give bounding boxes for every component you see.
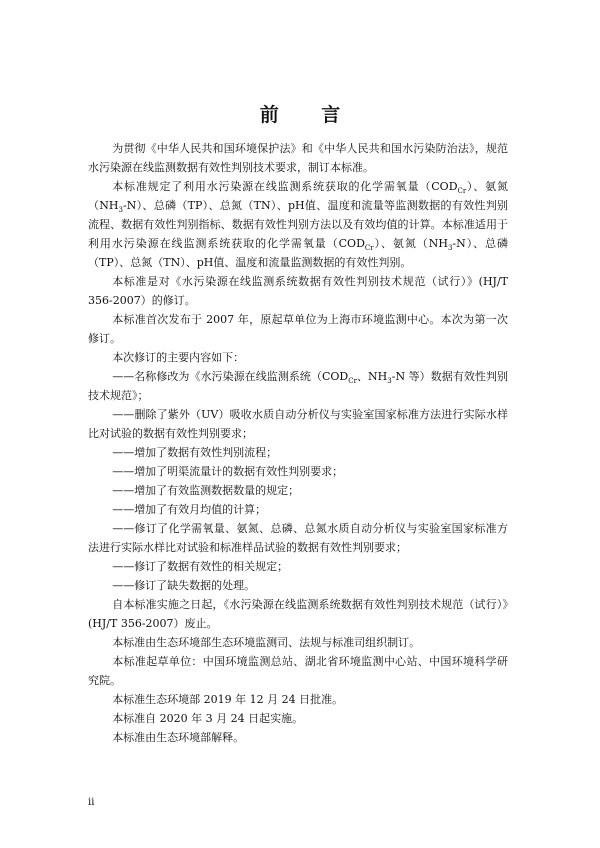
paragraph-changes-intro: 本次修订的主要内容如下： [112, 351, 245, 364]
text-fragment: -N）、总磷（TP）、总氮（TN）、pH值、温度和流量监测数据的有效性判别。 [88, 237, 509, 269]
change-item-rename [88, 367, 508, 405]
paragraph-purpose: 为贯彻《中华人民共和国环境保护法》和《中华人民共和国水污染防治法》，规范水污染源在线监测数据有效性判别技术要求，制订本标准。 [88, 142, 508, 174]
subscript: Cr [348, 377, 357, 386]
change-item: ——增加了有效月均值的计算； [112, 503, 267, 516]
change-item: ——增加了数据有效性判别流程； [112, 446, 278, 459]
paragraph-revision: 本标准是对《水污染源在线监测系统数据有效性判别技术规范（试行）》(HJ/T 356-2007）的修订。 [88, 275, 508, 307]
paragraph-organizer: 本标准由生态环境部生态环境监测司、法规与标准司组织制订。 [112, 636, 421, 649]
subscript: Cr [364, 244, 374, 253]
text-fragment: -N）、总磷（TP）、总氮（TN）、pH值、温度和流量等监测数据的有效性判别流程、数据有效性判别指标、数据有效性判别方法以及有效均值的计算。本标准适用于利用水污染源在线监测系统获取的化学需氧量（COD [88, 199, 508, 250]
preface-body [88, 139, 508, 747]
subscript: 3 [447, 244, 453, 253]
subscript: 3 [118, 206, 123, 215]
paragraph-drafters: 本标准起草单位：中国环境监测总站、湖北省环境监测中心站、中国环境科学研究院。 [88, 655, 508, 687]
text-fragment: ——名称修改为《水污染源在线监测系统（COD [112, 370, 349, 383]
text-fragment: 、NH [356, 370, 388, 383]
text-fragment: ）、氨氮（NH [373, 237, 448, 250]
page-number: ii [88, 797, 95, 808]
change-item: ——增加了明渠流量计的数据有效性判别要求； [112, 465, 344, 478]
paragraph-effective-date: 本标准自 2020 年 3 月 24 日起实施。 [112, 712, 304, 725]
change-item: ——修订了缺失数据的处理。 [112, 579, 256, 592]
subscript: 3 [387, 377, 392, 386]
paragraph-repeal: 自本标准实施之日起，《水污染源在线监测系统数据有效性判别技术规范（试行）》(HJ/T 356-2007）废止。 [88, 598, 508, 630]
subscript: Cr [457, 187, 467, 196]
text-fragment: ）、氨氮（NH [88, 180, 508, 212]
change-item: ——修订了化学需氧量、氨氮、总磷、总氮水质自动分析仪与实验室国家标准方法进行实际水样比对试验和标准样品试验的数据有效性判别要求； [88, 522, 508, 554]
paragraph-interpretation: 本标准由生态环境部解释。 [112, 731, 245, 744]
page-title: 前 言 [259, 104, 359, 126]
change-item: ——增加了有效监测数据数量的规定； [112, 484, 300, 497]
text-fragment: 本标准规定了利用水污染源在线监测系统获取的化学需氧量（COD [112, 180, 458, 193]
paragraph-approval: 本标准生态环境部 2019 年 12 月 24 日批准。 [112, 693, 344, 706]
change-item: ——删除了紫外（UV）吸收水质自动分析仪与实验室国家标准方法进行实际水样比对试验的数据有效性判别要求； [88, 408, 508, 440]
paragraph-history: 本标准首次发布于 2007 年，原起草单位为上海市环境监测中心。本次为第一次修订。 [88, 313, 508, 345]
paragraph-scope [88, 177, 508, 272]
text-fragment: -N 等）数据有效性判别技术规范》； [88, 370, 508, 402]
change-item: ——修订了数据有效性的相关规定； [112, 560, 289, 573]
